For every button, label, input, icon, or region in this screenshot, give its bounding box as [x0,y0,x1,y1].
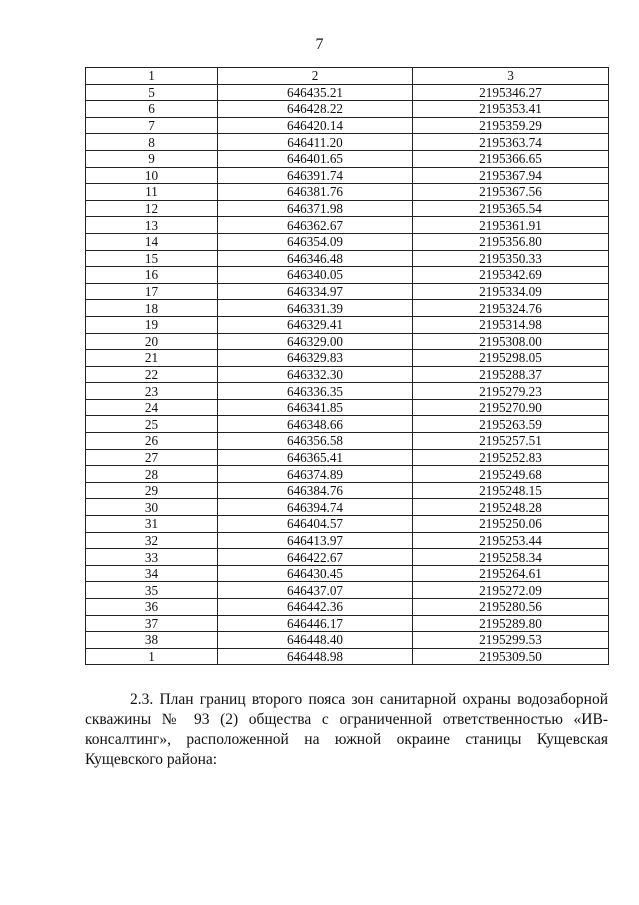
point-number-cell: 12 [86,200,218,217]
x-coordinate-cell: 646446.17 [218,615,413,632]
point-number-cell: 25 [86,416,218,433]
point-number-cell: 5 [86,84,218,101]
point-number-cell: 27 [86,449,218,466]
x-coordinate-cell: 646404.57 [218,516,413,533]
y-coordinate-cell: 2195280.56 [413,599,609,616]
point-number-cell: 6 [86,101,218,118]
table-row [86,632,609,649]
y-coordinate-cell: 2195361.91 [413,217,609,234]
table-row [86,599,609,616]
point-number-cell: 15 [86,250,218,267]
table-row [86,150,609,167]
table-row [86,383,609,400]
table-row [86,582,609,599]
column-header-point: 1 [86,68,218,85]
x-coordinate-cell: 646448.40 [218,632,413,649]
y-coordinate-cell: 2195270.90 [413,399,609,416]
x-coordinate-cell: 646354.09 [218,233,413,250]
x-coordinate-cell: 646401.65 [218,150,413,167]
point-number-cell: 33 [86,549,218,566]
table-row [86,615,609,632]
point-number-cell: 29 [86,482,218,499]
y-coordinate-cell: 2195365.54 [413,200,609,217]
y-coordinate-cell: 2195288.37 [413,366,609,383]
point-number-cell: 17 [86,283,218,300]
point-number-cell: 1 [86,648,218,665]
x-coordinate-cell: 646422.67 [218,549,413,566]
y-coordinate-cell: 2195367.94 [413,167,609,184]
column-header-x: 2 [218,68,413,85]
y-coordinate-cell: 2195309.50 [413,648,609,665]
table-row [86,217,609,234]
x-coordinate-cell: 646430.45 [218,565,413,582]
y-coordinate-cell: 2195249.68 [413,466,609,483]
y-coordinate-cell: 2195272.09 [413,582,609,599]
table-row [86,416,609,433]
table-row [86,350,609,367]
y-coordinate-cell: 2195356.80 [413,233,609,250]
table-row [86,250,609,267]
y-coordinate-cell: 2195324.76 [413,300,609,317]
point-number-cell: 28 [86,466,218,483]
x-coordinate-cell: 646341.85 [218,399,413,416]
y-coordinate-cell: 2195363.74 [413,134,609,151]
x-coordinate-cell: 646365.41 [218,449,413,466]
x-coordinate-cell: 646332.30 [218,366,413,383]
point-number-cell: 14 [86,233,218,250]
y-coordinate-cell: 2195248.15 [413,482,609,499]
x-coordinate-cell: 646329.83 [218,350,413,367]
y-coordinate-cell: 2195353.41 [413,101,609,118]
y-coordinate-cell: 2195367.56 [413,184,609,201]
x-coordinate-cell: 646329.00 [218,333,413,350]
table-row [86,433,609,450]
x-coordinate-cell: 646428.22 [218,101,413,118]
point-number-cell: 26 [86,433,218,450]
y-coordinate-cell: 2195289.80 [413,615,609,632]
point-number-cell: 35 [86,582,218,599]
x-coordinate-cell: 646362.67 [218,217,413,234]
y-coordinate-cell: 2195252.83 [413,449,609,466]
x-coordinate-cell: 646411.20 [218,134,413,151]
table-row [86,316,609,333]
y-coordinate-cell: 2195257.51 [413,433,609,450]
y-coordinate-cell: 2195279.23 [413,383,609,400]
point-number-cell: 16 [86,267,218,284]
table-row [86,466,609,483]
column-header-y: 3 [413,68,609,85]
x-coordinate-cell: 646413.97 [218,532,413,549]
table-row [86,184,609,201]
table-row [86,200,609,217]
point-number-cell: 10 [86,167,218,184]
table-row [86,101,609,118]
point-number-cell: 13 [86,217,218,234]
point-number-cell: 7 [86,117,218,134]
table-row [86,333,609,350]
y-coordinate-cell: 2195314.98 [413,316,609,333]
x-coordinate-cell: 646384.76 [218,482,413,499]
y-coordinate-cell: 2195248.28 [413,499,609,516]
table-row [86,549,609,566]
x-coordinate-cell: 646331.39 [218,300,413,317]
table-row [86,300,609,317]
y-coordinate-cell: 2195334.09 [413,283,609,300]
y-coordinate-cell: 2195299.53 [413,632,609,649]
point-number-cell: 36 [86,599,218,616]
x-coordinate-cell: 646394.74 [218,499,413,516]
table-row [86,399,609,416]
y-coordinate-cell: 2195264.61 [413,565,609,582]
point-number-cell: 8 [86,134,218,151]
point-number-cell: 11 [86,184,218,201]
table-row [86,283,609,300]
y-coordinate-cell: 2195366.65 [413,150,609,167]
point-number-cell: 21 [86,350,218,367]
y-coordinate-cell: 2195346.27 [413,84,609,101]
point-number-cell: 34 [86,565,218,582]
x-coordinate-cell: 646348.66 [218,416,413,433]
table-row [86,516,609,533]
table-row [86,482,609,499]
point-number-cell: 9 [86,150,218,167]
x-coordinate-cell: 646442.36 [218,599,413,616]
y-coordinate-cell: 2195298.05 [413,350,609,367]
point-number-cell: 30 [86,499,218,516]
y-coordinate-cell: 2195308.00 [413,333,609,350]
coordinates-table [85,67,609,665]
table-row [86,565,609,582]
paragraph-text: скважины № 93 (2) общества с ограниченной ответственностью «ИВ-консалтинг», расположенной на южной окраине станицы Кущевская Кущевского района: [85,711,608,768]
point-number-cell: 18 [86,300,218,317]
section-paragraph [85,690,608,770]
x-coordinate-cell: 646334.97 [218,283,413,300]
x-coordinate-cell: 646329.41 [218,316,413,333]
y-coordinate-cell: 2195342.69 [413,267,609,284]
table-row [86,499,609,516]
page-number: 7 [315,36,324,53]
table-row [86,532,609,549]
point-number-cell: 20 [86,333,218,350]
x-coordinate-cell: 646435.21 [218,84,413,101]
x-coordinate-cell: 646391.74 [218,167,413,184]
x-coordinate-cell: 646336.35 [218,383,413,400]
y-coordinate-cell: 2195359.29 [413,117,609,134]
y-coordinate-cell: 2195350.33 [413,250,609,267]
x-coordinate-cell: 646448.98 [218,648,413,665]
x-coordinate-cell: 646371.98 [218,200,413,217]
table-row [86,134,609,151]
table-row [86,84,609,101]
table-row [86,117,609,134]
y-coordinate-cell: 2195250.06 [413,516,609,533]
table-row [86,449,609,466]
x-coordinate-cell: 646346.48 [218,250,413,267]
point-number-cell: 22 [86,366,218,383]
y-coordinate-cell: 2195263.59 [413,416,609,433]
point-number-cell: 37 [86,615,218,632]
point-number-cell: 23 [86,383,218,400]
table-row [86,267,609,284]
table-row [86,233,609,250]
paragraph-first-line: 2.3. План границ второго пояса зон санитарной охраны водозаборной [130,691,608,708]
table-body [86,84,609,665]
table-row [86,167,609,184]
x-coordinate-cell: 646340.05 [218,267,413,284]
point-number-cell: 19 [86,316,218,333]
x-coordinate-cell: 646420.14 [218,117,413,134]
table-row [86,648,609,665]
table-header-row [86,68,609,85]
point-number-cell: 31 [86,516,218,533]
table-row [86,366,609,383]
point-number-cell: 24 [86,399,218,416]
y-coordinate-cell: 2195253.44 [413,532,609,549]
y-coordinate-cell: 2195258.34 [413,549,609,566]
x-coordinate-cell: 646437.07 [218,582,413,599]
point-number-cell: 38 [86,632,218,649]
x-coordinate-cell: 646374.89 [218,466,413,483]
point-number-cell: 32 [86,532,218,549]
x-coordinate-cell: 646381.76 [218,184,413,201]
x-coordinate-cell: 646356.58 [218,433,413,450]
